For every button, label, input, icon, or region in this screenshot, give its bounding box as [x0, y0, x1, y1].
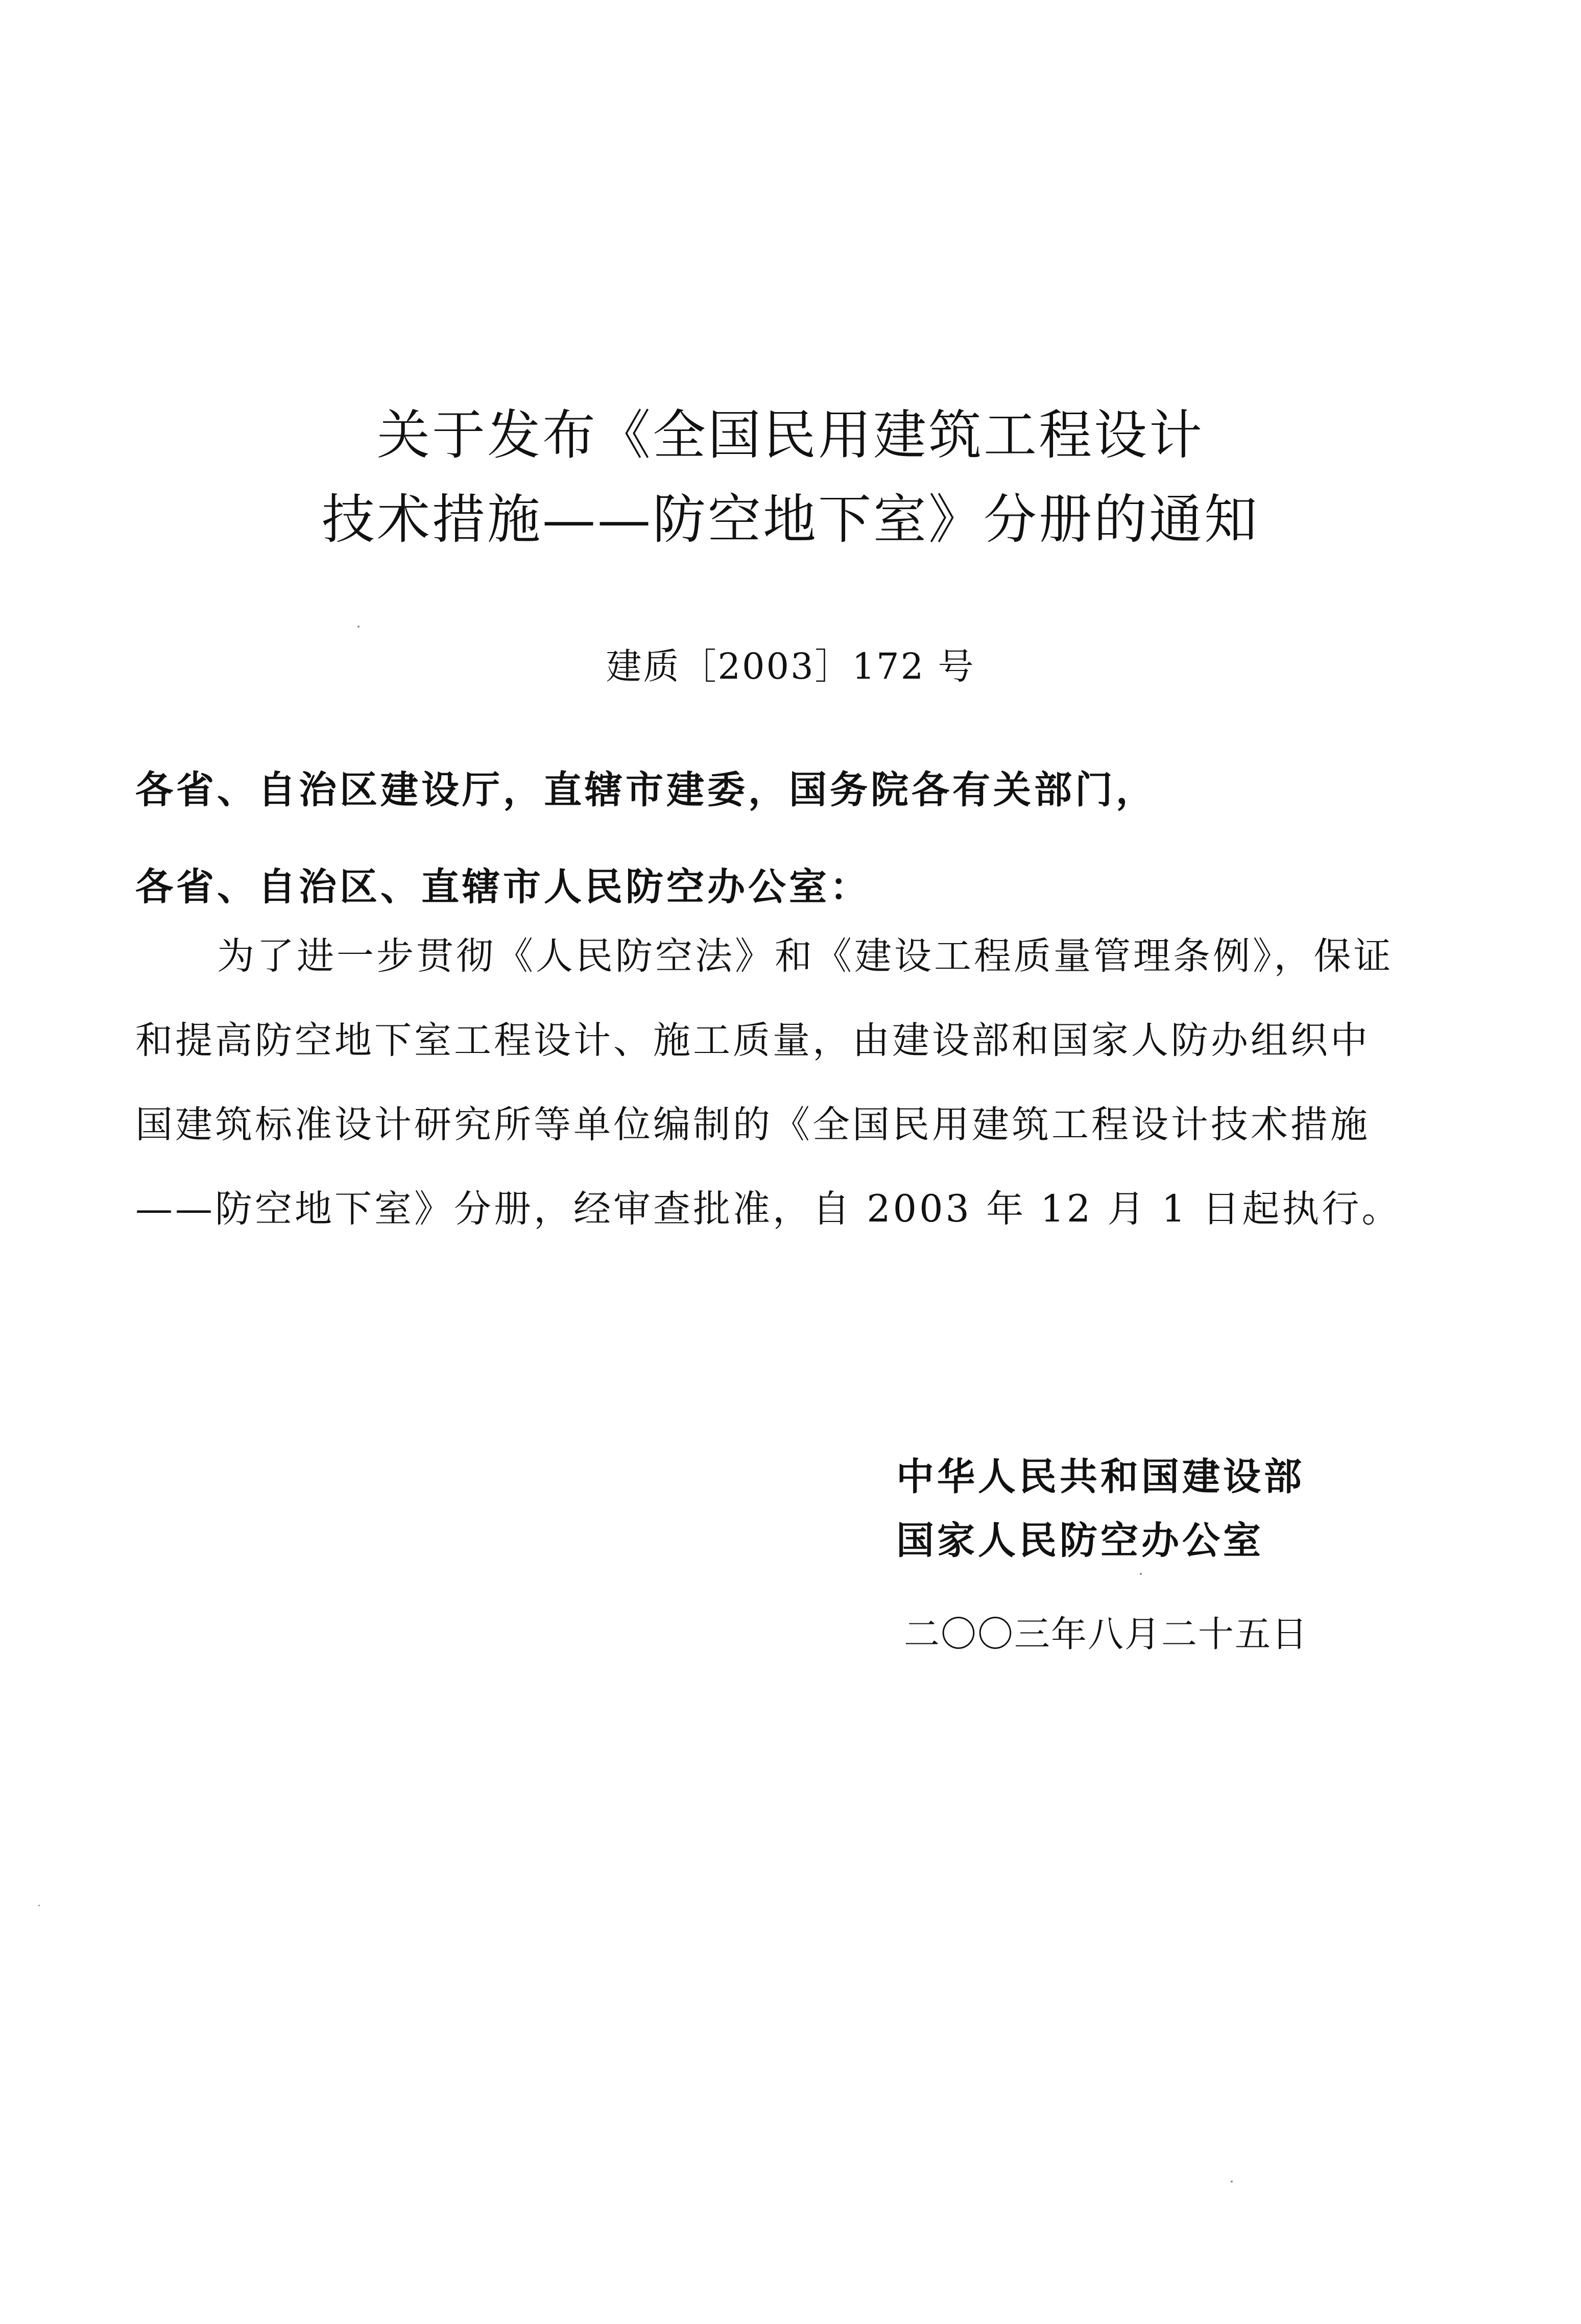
scan-speck	[357, 626, 360, 628]
scan-speck	[38, 1905, 40, 1906]
title-line-2: 技术措施——防空地下室》分册的通知	[321, 488, 1259, 550]
recipient-line-1: 各省、自治区建设厅，直辖市建委，国务院各有关部门，	[135, 768, 1157, 812]
notice-title	[0, 393, 1581, 562]
issue-date: 二〇〇三年八月二十五日	[904, 1613, 1308, 1655]
signature-line-2: 国家人民防空办公室	[896, 1519, 1264, 1563]
body-line-1: 为了进一步贯彻《人民防空法》和《建设工程质量管理条例》，保证	[217, 935, 1394, 978]
document-number: 建质［2003］172 号	[606, 645, 975, 687]
scan-speck	[1140, 1573, 1142, 1575]
scan-speck	[1231, 2181, 1233, 2183]
recipient-line-2: 各省、自治区、直辖市人民防空办公室：	[135, 865, 871, 909]
body-line-4: ——防空地下室》分册，经审查批准，自 2003 年 12 月 1 日起执行。	[135, 1187, 1402, 1231]
title-line-1: 关于发布《全国民用建筑工程设计	[376, 404, 1204, 466]
signature-line-1: 中华人民共和国建设部	[896, 1455, 1305, 1499]
body-line-2: 和提高防空地下室工程设计、施工质量，由建设部和国家人防办组织中	[135, 1019, 1370, 1062]
issuing-authorities	[896, 1445, 1458, 1573]
notice-body	[135, 914, 1453, 1251]
body-line-3: 国建筑标准设计研究所等单位编制的《全国民用建筑工程设计技术措施	[135, 1103, 1370, 1146]
recipients	[135, 741, 1463, 936]
